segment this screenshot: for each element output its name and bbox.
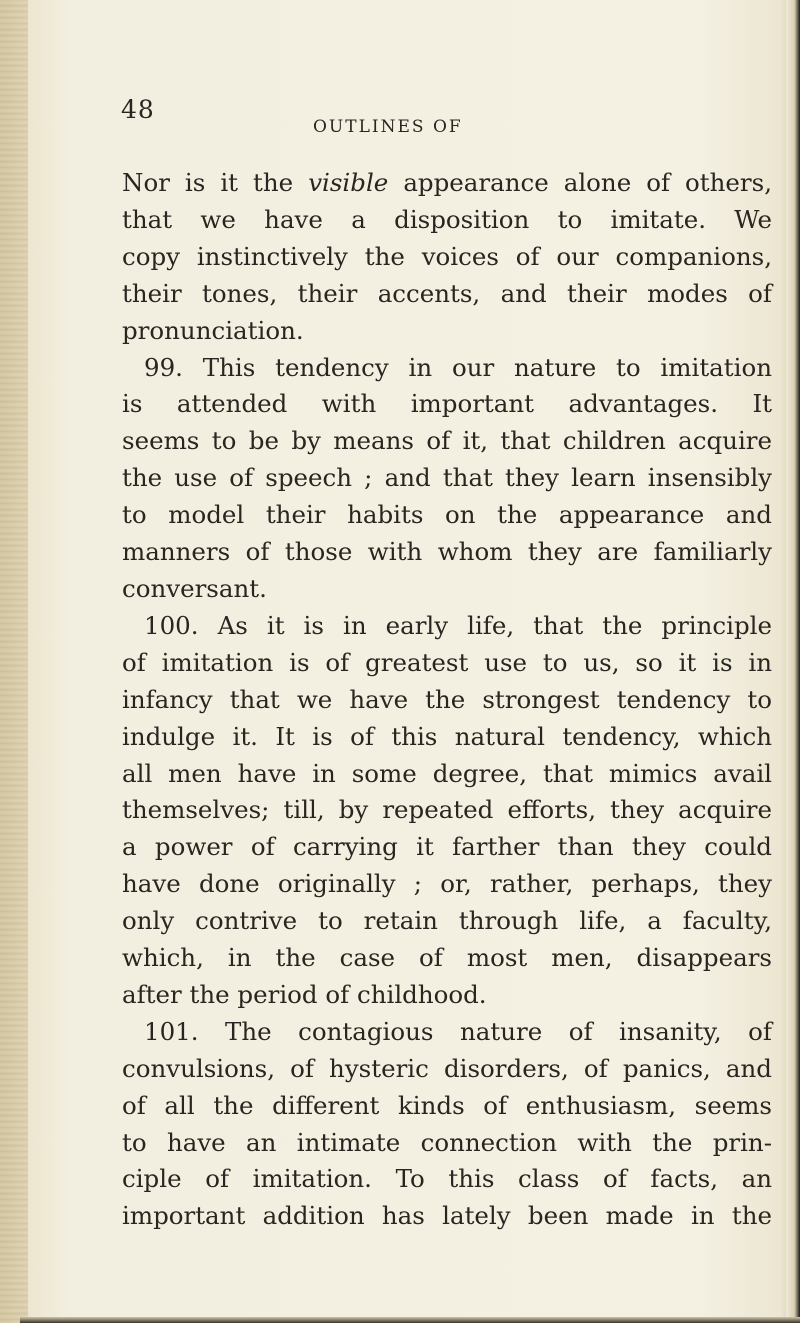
- text-line: ciple of imitation. To this class of facts, an: [122, 1164, 772, 1194]
- text-line: manners of those with whom they are familiarly: [122, 537, 772, 567]
- page-binding: [0, 0, 28, 1323]
- text-line: Nor is it the visible appearance alone of others,: [122, 168, 772, 197]
- paragraph-101-start: 101. The contagious nature of insanity, of: [144, 1016, 772, 1046]
- text-line: have done originally ; or, rather, perhaps, they: [122, 869, 772, 899]
- text-line: their tones, their accents, and their modes of: [122, 278, 772, 308]
- page-edge: [786, 0, 800, 1323]
- text-line: all men have in some degree, that mimics avail: [122, 758, 772, 788]
- text-line: important addition has lately been made in the: [122, 1201, 772, 1231]
- text-line: copy instinctively the voices of our companions,: [122, 241, 772, 271]
- emphasis: visible: [308, 168, 389, 197]
- page-number: 48: [121, 95, 155, 124]
- page-bottom-edge: [20, 1317, 800, 1323]
- text-line: conversant.: [122, 573, 267, 603]
- paragraph-100-start: 100. As it is in early life, that the principle: [144, 610, 772, 640]
- text-line: which, in the case of most men, disappears: [122, 943, 772, 973]
- text-line: after the period of childhood.: [122, 979, 487, 1009]
- text-line: to model their habits on the appearance and: [122, 500, 772, 530]
- text-line: indulge it. It is of this natural tendency, which: [122, 721, 772, 751]
- text-line: convulsions, of hysteric disorders, of panics, and: [122, 1053, 772, 1083]
- text-line: infancy that we have the strongest tendency to: [122, 684, 772, 714]
- text-line: to have an intimate connection with the prin-: [122, 1127, 772, 1157]
- text-line: is attended with important advantages. It: [122, 389, 772, 419]
- text-line: of all the different kinds of enthusiasm, seems: [122, 1090, 772, 1120]
- text-line: the use of speech ; and that they learn insensibly: [122, 463, 772, 493]
- running-head: OUTLINES OF: [313, 117, 463, 137]
- text-line: themselves; till, by repeated efforts, they acquire: [122, 795, 772, 825]
- text-line: seems to be by means of it, that children acquire: [122, 426, 772, 456]
- text-line: only contrive to retain through life, a faculty,: [122, 906, 772, 936]
- text-line: a power of carrying it farther than they could: [122, 832, 772, 862]
- body-text: [122, 165, 772, 1235]
- text-line: that we have a disposition to imitate. We: [122, 204, 772, 234]
- paragraph-99-start: 99. This tendency in our nature to imitation: [144, 352, 772, 382]
- text-line: of imitation is of greatest use to us, so it is in: [122, 647, 772, 677]
- text-line: pronunciation.: [122, 315, 304, 345]
